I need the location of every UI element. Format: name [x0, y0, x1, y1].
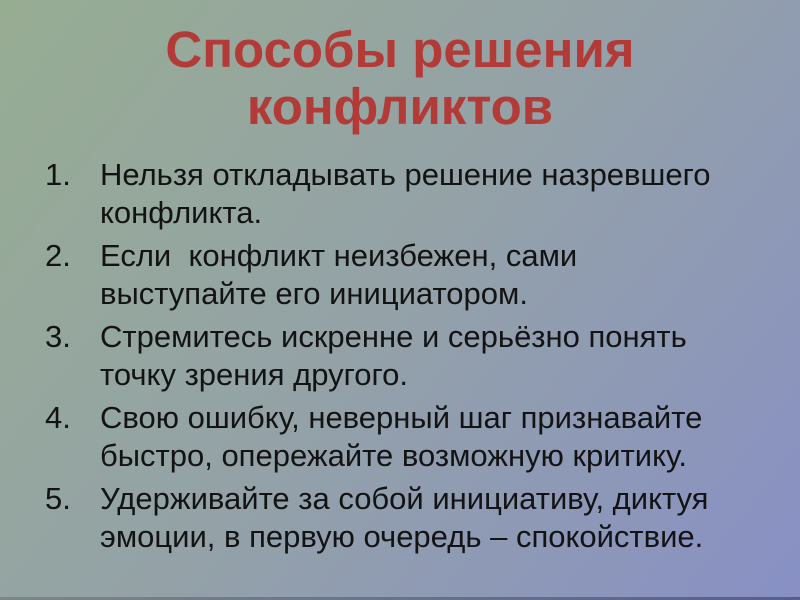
slide-title: [0, 0, 800, 135]
item-1-text: [100, 156, 770, 232]
numbered-list: [0, 156, 800, 556]
item-4-line-1: Свою ошибку, неверный шаг признавайте: [100, 400, 703, 435]
item-3-line-1: Стремитесь искренне и серьёзно понять: [100, 319, 687, 354]
list-item-3: [45, 318, 770, 394]
item-3-text: [100, 318, 770, 394]
slide-title-line-2: конфликтов: [246, 78, 554, 135]
item-2-number: 2.: [45, 238, 71, 273]
item-5-number: 5.: [45, 481, 71, 516]
list-item-1: [45, 156, 770, 232]
item-3-number: 3.: [45, 319, 71, 354]
item-5-line-1: Удерживайте за собой инициативу, диктуя: [100, 481, 709, 516]
item-4-number: 4.: [45, 400, 71, 435]
list-item-4: [45, 399, 770, 475]
item-2-line-1: Если конфликт неизбежен, сами: [100, 238, 578, 273]
item-2-line-2: выступайте его инициатором.: [100, 276, 528, 311]
item-4-text: [100, 399, 770, 475]
item-5-text: [100, 480, 770, 556]
item-1-number: 1.: [45, 157, 71, 192]
item-1-line-1: Нельзя откладывать решение назревшего: [100, 157, 711, 192]
slide-title-line-1: Способы решения: [165, 21, 635, 78]
item-2-text: [100, 237, 770, 313]
list-item-2: [45, 237, 770, 313]
item-1-line-2: конфликта.: [100, 195, 263, 230]
item-5-line-2: эмоции, в первую очередь – спокойствие.: [100, 519, 704, 554]
item-3-line-2: точку зрения другого.: [100, 357, 408, 392]
item-4-line-2: быстро, опережайте возможную критику.: [100, 438, 688, 473]
list-item-5: [45, 480, 770, 556]
